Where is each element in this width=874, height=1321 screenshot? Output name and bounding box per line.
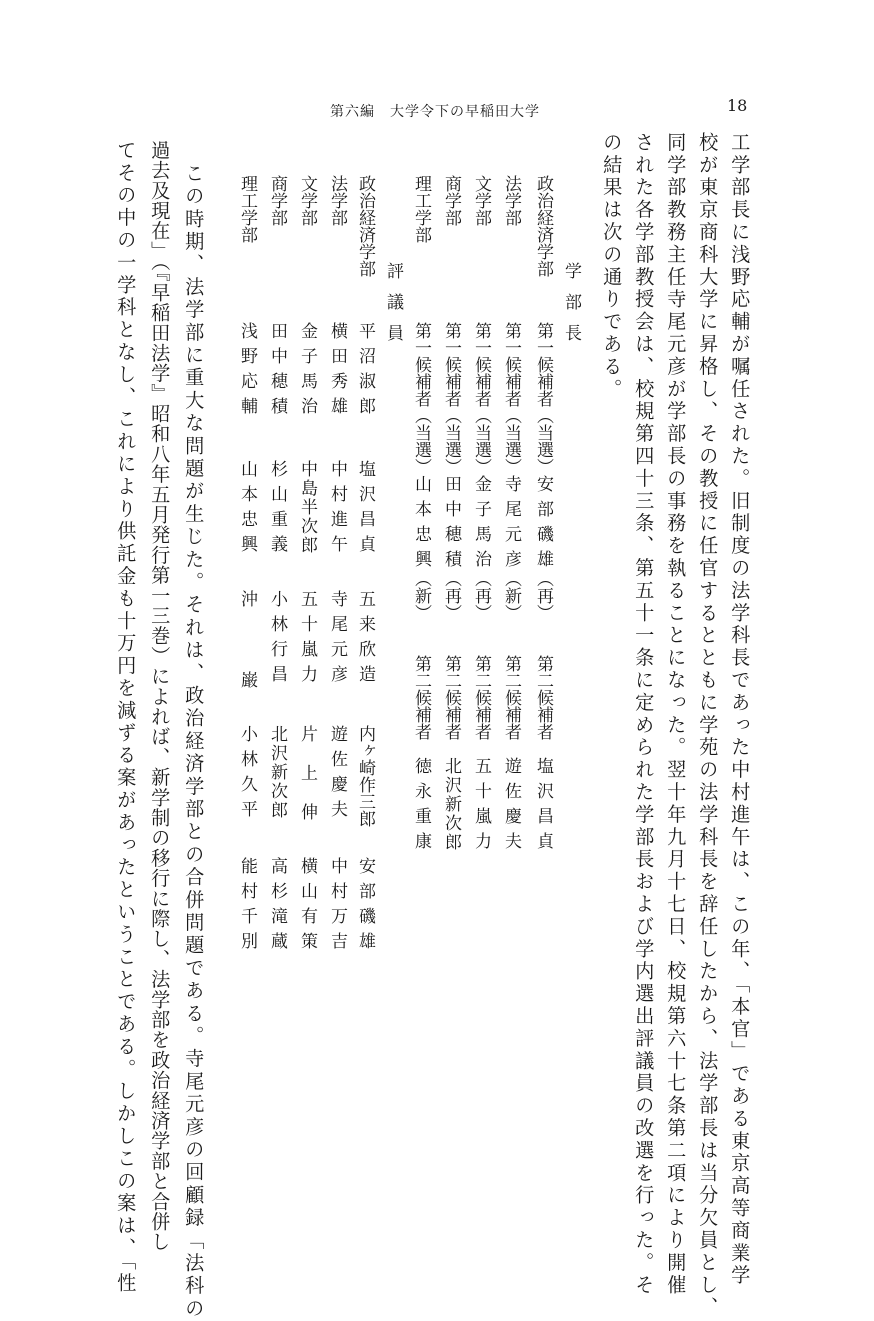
councillor-name: 小林久平 [237, 725, 257, 825]
dean-faculty: 商学部 [441, 175, 461, 226]
body-line: の結果は次の通りである。 [600, 132, 624, 401]
dean-first-candidate-label: 第一候補者（当選） [501, 322, 521, 475]
dean-second-name: 遊佐慶夫 [501, 757, 521, 857]
councillor-name: 五来欣造 [355, 590, 375, 690]
dean-term-status: （再） [441, 570, 461, 621]
councillor-faculty: 商学部 [267, 175, 287, 226]
dean-second-candidate-label: 第二候補者 [471, 655, 491, 740]
dean-faculty: 政治経済学部 [533, 175, 553, 277]
body-line: 同学部教務主任寺尾元彦が学部長の事務を執ることになった。翌十年九月十七日、校規第六十七条第二項により開催 [664, 132, 688, 1297]
councillor-name: 寺尾元彦 [327, 590, 347, 690]
dean-faculty: 文学部 [471, 175, 491, 226]
councillor-faculty: 理工学部 [237, 175, 257, 243]
councillor-name: 高杉滝蔵 [267, 857, 287, 957]
body-line: 工学部長に浅野応輔が嘱任された。旧制度の法学科長であった中村進午は、この年、「本官」である東京高等商業学 [728, 132, 752, 1288]
dean-term-status: （新） [501, 570, 521, 621]
dean-elected-name: 山本忠興 [411, 475, 431, 575]
body-line: 過去及現在」（『早稲田法学』昭和八年五月発行第一三巻）によれば、新学制の移行に際し、法学部を政治経済学部と合併し [148, 140, 172, 1252]
body-line: された各学部教授会は、校規第四十三条、第五十一条に定められた学部長および学内選出評議員の改選を行った。そ [632, 132, 656, 1297]
dean-first-candidate-label: 第一候補者（当選） [441, 322, 461, 475]
councillor-name: 沖巌 [237, 590, 257, 752]
dean-faculty: 法学部 [501, 175, 521, 226]
dean-second-name: 塩沢昌貞 [533, 757, 553, 857]
deans-heading: 学部長 [561, 262, 581, 355]
councillor-faculty: 法学部 [327, 175, 347, 226]
councillor-name: 遊佐慶夫 [327, 725, 347, 825]
page-number: 18 [727, 96, 748, 115]
councillor-name: 金子馬治 [297, 322, 317, 422]
dean-elected-name: 安部磯雄 [533, 475, 553, 575]
running-header: 第六編 大学令下の早稲田大学 [330, 104, 540, 120]
councillor-name: 北沢新次郎 [267, 725, 287, 820]
councillor-name: 安部磯雄 [355, 857, 375, 957]
dean-second-name: 五十嵐力 [471, 757, 491, 857]
dean-elected-name: 田中穂積 [441, 475, 461, 575]
dean-term-status: （再） [471, 570, 491, 621]
councillor-name: 杉山重義 [267, 460, 287, 560]
dean-elected-name: 寺尾元彦 [501, 475, 521, 575]
dean-second-candidate-label: 第二候補者 [411, 655, 431, 740]
body-line: この時期、法学部に重大な問題が生じた。それは、政治経済学部との合併問題である。寺尾元彦の回顧録「法科の [182, 163, 206, 1321]
councillor-name: 中島半次郎 [297, 460, 317, 555]
councillor-name: 能村千別 [237, 857, 257, 957]
councillor-name: 横田秀雄 [327, 322, 347, 422]
councillor-name: 山本忠興 [237, 460, 257, 560]
councillor-name: 片上伸 [297, 725, 317, 842]
dean-elected-name: 金子馬治 [471, 475, 491, 575]
dean-first-candidate-label: 第一候補者（当選） [471, 322, 491, 475]
councillor-name: 中村万吉 [327, 857, 347, 957]
councillor-faculty: 政治経済学部 [355, 175, 375, 277]
councillor-name: 平沼淑郎 [355, 322, 375, 422]
dean-first-candidate-label: 第一候補者（当選） [533, 322, 553, 475]
councillor-name: 浅野応輔 [237, 322, 257, 422]
councillor-name: 中村進午 [327, 460, 347, 560]
councillor-name: 内ヶ崎作三郎 [355, 725, 375, 827]
councillor-name: 五十嵐力 [297, 590, 317, 690]
body-line: 校が東京商科大学に昇格し、その教授に任官するとともに学苑の法学科長を辞任したから、法学部長は当分欠員とし、 [696, 132, 720, 1320]
dean-second-candidate-label: 第二候補者 [533, 655, 553, 740]
dean-second-name: 徳永重康 [411, 757, 431, 857]
councillor-name: 田中穂積 [267, 322, 287, 422]
councillor-name: 塩沢昌貞 [355, 460, 375, 560]
councillor-faculty: 文学部 [297, 175, 317, 226]
dean-term-status: （新） [411, 570, 431, 621]
dean-term-status: （再） [533, 570, 553, 621]
body-line: てその中の一学科となし、これにより供託金も十万円を減ずる案があったということである。しかしこの案は、「性 [114, 140, 138, 1296]
dean-faculty: 理工学部 [411, 175, 431, 243]
dean-second-name: 北沢新次郎 [441, 757, 461, 852]
councillor-name: 横山有策 [297, 857, 317, 957]
dean-second-candidate-label: 第二候補者 [501, 655, 521, 740]
dean-second-candidate-label: 第二候補者 [441, 655, 461, 740]
councillors-heading: 評議員 [383, 262, 403, 355]
councillor-name: 小林行昌 [267, 590, 287, 690]
dean-first-candidate-label: 第一候補者（当選） [411, 322, 431, 475]
